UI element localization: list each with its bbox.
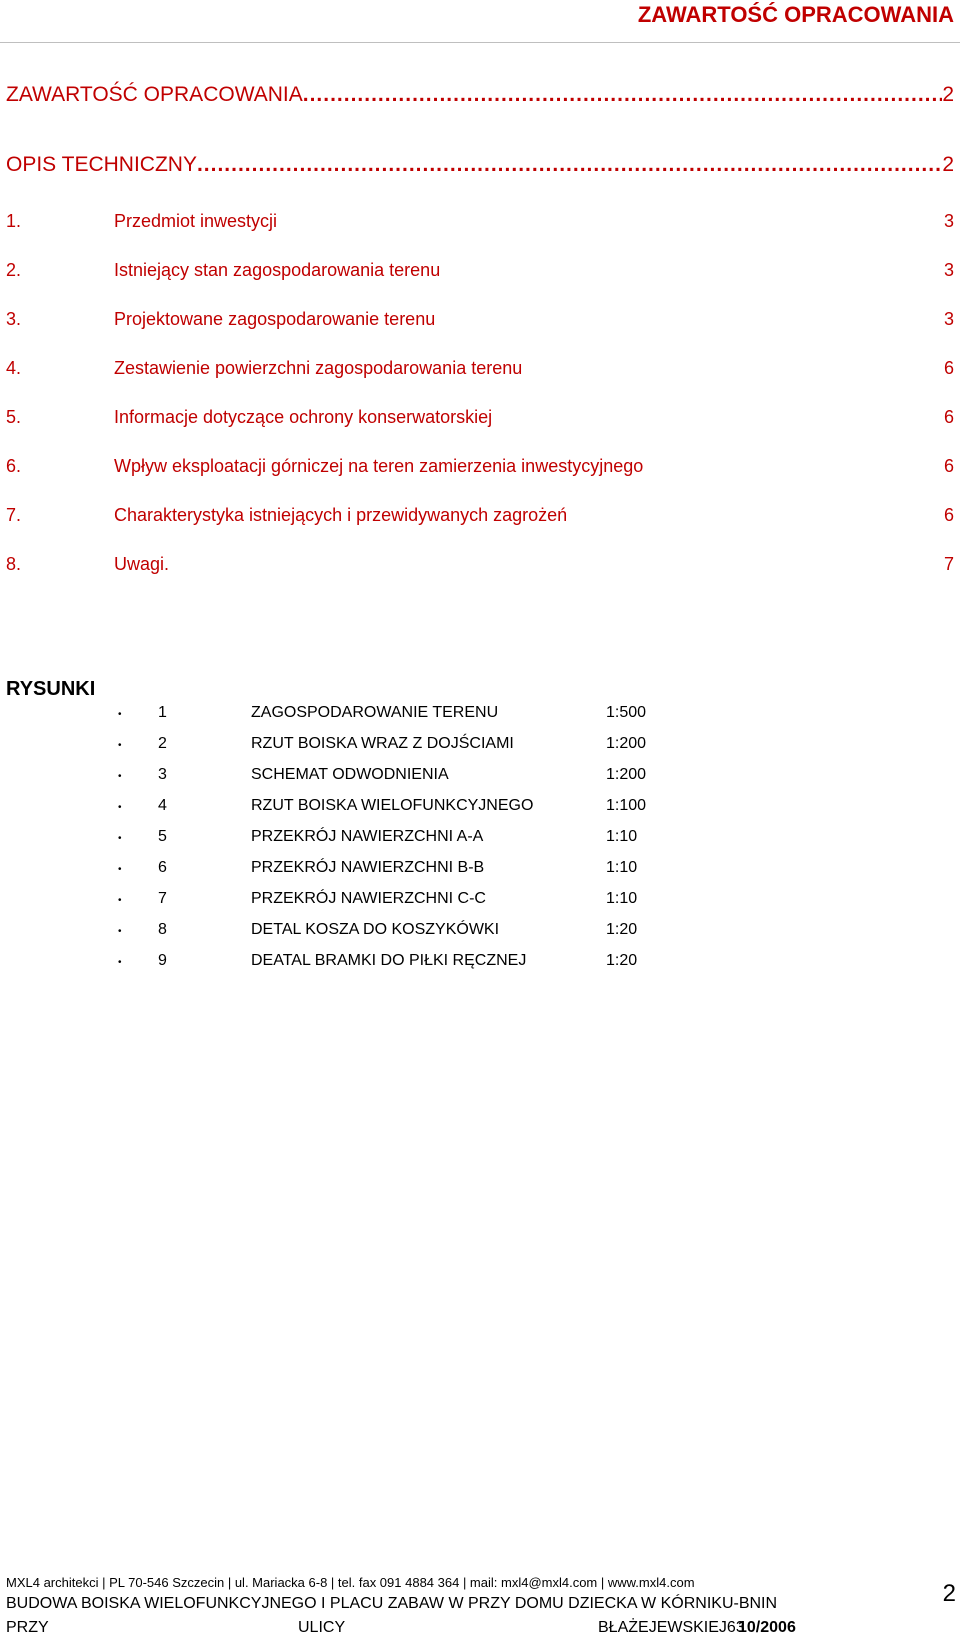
bullet-icon: • [118, 957, 122, 968]
drawing-list-item [118, 735, 686, 753]
drawing-list-item [118, 952, 686, 970]
toc-item[interactable] [6, 309, 954, 330]
drawing-list-item [118, 766, 686, 784]
toc-item-label: Zestawienie powierzchni zagospodarowania terenu [114, 358, 523, 378]
bullet-icon: • [118, 709, 122, 720]
bullet-icon: • [118, 926, 122, 937]
drawing-title: RZUT BOISKA WRAZ Z DOJŚCIAMI [251, 735, 514, 752]
bullet-icon: • [118, 740, 122, 751]
drawing-number: 7 [158, 890, 167, 907]
toc-item-page: 6 [943, 407, 954, 427]
drawing-number: 4 [158, 797, 167, 814]
toc-leader-dots [303, 83, 943, 107]
toc-item[interactable] [6, 260, 954, 281]
toc-item[interactable] [6, 358, 954, 379]
page-number: 2 [942, 1580, 956, 1607]
toc-main-entry[interactable] [6, 153, 954, 177]
page-header-title: ZAWARTOŚĆ OPRACOWANIA [637, 2, 954, 27]
toc-item-number: 2. [6, 260, 22, 280]
toc-item-number: 7. [6, 505, 22, 525]
drawing-title: DEATAL BRAMKI DO PIŁKI RĘCZNEJ [251, 952, 527, 969]
toc-main-page: 2 [942, 153, 954, 176]
bullet-icon: • [118, 833, 122, 844]
toc-item-label: Projektowane zagospodarowanie terenu [114, 309, 436, 329]
drawing-scale: 1:10 [606, 890, 638, 907]
toc-item-number: 5. [6, 407, 22, 427]
toc-item-page: 3 [943, 260, 954, 280]
toc-main-label: OPIS TECHNICZNY [6, 153, 197, 176]
bullet-icon: • [118, 895, 122, 906]
bullet-icon: • [118, 771, 122, 782]
drawing-list-item [118, 704, 686, 722]
drawing-number: 2 [158, 735, 167, 752]
drawings-title: RYSUNKI [6, 678, 96, 700]
footer-address-part: PRZY [6, 1619, 49, 1636]
drawing-title: ZAGOSPODAROWANIE TERENU [251, 704, 499, 721]
drawing-number: 6 [158, 859, 167, 876]
drawing-list-item [118, 797, 686, 815]
footer-date: 10/2006 [738, 1619, 796, 1636]
toc-item-label: Uwagi. [114, 554, 170, 574]
drawing-list-item [118, 890, 686, 908]
toc-item-page: 3 [943, 211, 954, 231]
drawing-title: DETAL KOSZA DO KOSZYKÓWKI [251, 921, 500, 938]
toc-item[interactable] [6, 407, 954, 428]
toc-item[interactable] [6, 554, 954, 575]
drawing-title: PRZEKRÓJ NAWIERZCHNI C-C [251, 890, 486, 907]
drawing-scale: 1:100 [606, 797, 647, 814]
toc-item-page: 3 [943, 309, 954, 329]
drawing-number: 9 [158, 952, 167, 969]
footer-address-part: ULICY [298, 1619, 346, 1636]
drawing-list-item [118, 859, 686, 877]
drawing-scale: 1:200 [606, 766, 647, 783]
toc-item-label: Charakterystyka istniejących i przewidywanych zagrożeń [114, 505, 568, 525]
toc-item-page: 7 [943, 554, 954, 574]
footer-project-title: BUDOWA BOISKA WIELOFUNKCYJNEGO I PLACU ZABAW W PRZY DOMU DZIECKA W KÓRNIKU-BNIN [6, 1595, 778, 1612]
toc-item[interactable] [6, 211, 954, 232]
toc-item-page: 6 [943, 358, 954, 378]
toc-leader-dots [197, 153, 942, 177]
drawing-title: PRZEKRÓJ NAWIERZCHNI B-B [251, 859, 485, 876]
toc-item-label: Informacje dotyczące ochrony konserwatorskiej [114, 407, 493, 427]
bullet-icon: • [118, 802, 122, 813]
toc-item-label: Istniejący stan zagospodarowania terenu [114, 260, 441, 280]
toc-item-number: 6. [6, 456, 22, 476]
drawing-title: SCHEMAT ODWODNIENIA [251, 766, 449, 783]
drawing-number: 8 [158, 921, 167, 938]
toc-item-number: 4. [6, 358, 22, 378]
drawing-scale: 1:500 [606, 704, 647, 721]
toc-item-number: 1. [6, 211, 22, 231]
drawing-number: 1 [158, 704, 167, 721]
drawing-scale: 1:20 [606, 952, 638, 969]
page-header [0, 0, 960, 43]
drawing-scale: 1:20 [606, 921, 638, 938]
drawing-title: RZUT BOISKA WIELOFUNKCYJNEGO [251, 797, 534, 814]
drawing-scale: 1:200 [606, 735, 647, 752]
drawing-list-item [118, 921, 686, 939]
drawing-title: PRZEKRÓJ NAWIERZCHNI A-A [251, 828, 484, 845]
bullet-icon: • [118, 864, 122, 875]
drawing-number: 5 [158, 828, 167, 845]
toc-item-page: 6 [943, 456, 954, 476]
toc-main-entry[interactable] [6, 83, 954, 107]
toc-main-label: ZAWARTOŚĆ OPRACOWANIA [6, 83, 303, 106]
toc-item-number: 8. [6, 554, 22, 574]
toc-item-label: Przedmiot inwestycji [114, 211, 278, 231]
toc-item-number: 3. [6, 309, 22, 329]
toc-item[interactable] [6, 456, 954, 477]
drawing-list-item [118, 828, 686, 846]
toc-main-page: 2 [942, 83, 954, 106]
footer-contact: MXL4 architekci | PL 70-546 Szczecin | ul. Mariacka 6-8 | tel. fax 091 4884 364 | mail: mxl4@mxl4.com | www.mxl4.com [6, 1575, 695, 1590]
toc-item[interactable] [6, 505, 954, 526]
drawing-scale: 1:10 [606, 828, 638, 845]
footer-address-part: BŁAŻEJEWSKIEJ63 [598, 1619, 745, 1636]
toc-item-page: 6 [943, 505, 954, 525]
drawing-scale: 1:10 [606, 859, 638, 876]
drawing-number: 3 [158, 766, 167, 783]
toc-item-label: Wpływ eksploatacji górniczej na teren zamierzenia inwestycyjnego [114, 456, 644, 476]
